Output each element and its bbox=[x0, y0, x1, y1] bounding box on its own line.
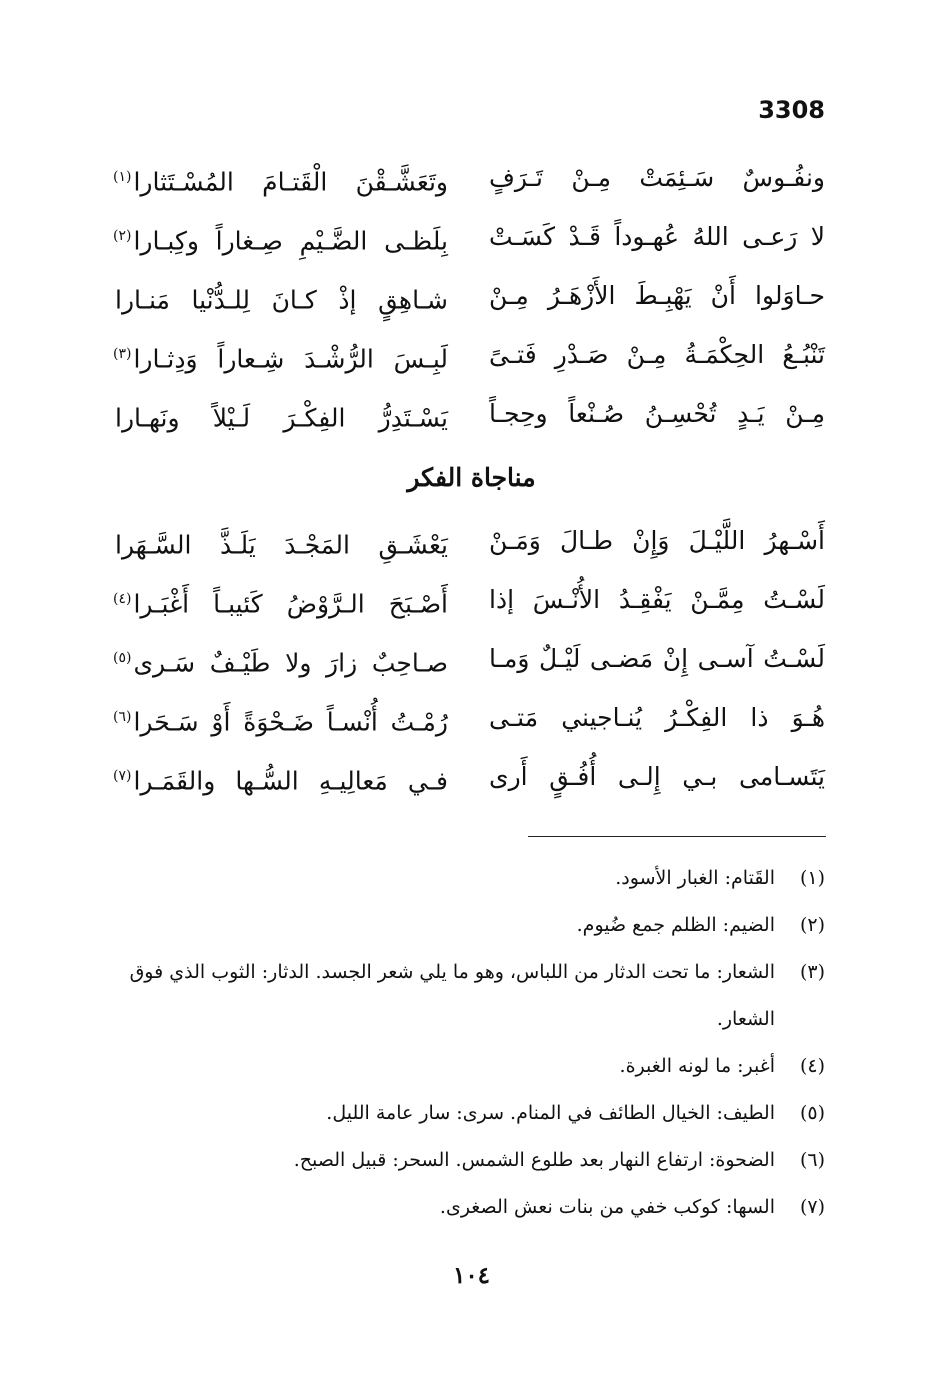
footnote bbox=[115, 1043, 825, 1090]
verse-second-hemistich bbox=[113, 266, 448, 325]
verse bbox=[0, 511, 943, 570]
hemistich-text: صـاحِبٌ زارَ ولا طَيْـفٌ سَـرى bbox=[133, 648, 448, 678]
footnote-marker: (٢) bbox=[113, 228, 132, 244]
verse-first-hemistich: لَسْـتُ آسـى إِنْ مَضـى لَيْـلٌ وَمـا bbox=[489, 644, 825, 673]
footnote bbox=[115, 902, 825, 949]
footnote bbox=[115, 855, 825, 902]
footnote-separator bbox=[528, 836, 826, 837]
verse-second-hemistich bbox=[113, 384, 448, 443]
footnote-number: (١) bbox=[799, 867, 825, 889]
verse bbox=[0, 747, 943, 806]
verse-first-hemistich: مِـنْ يَـدٍ تُحْسِـنُ صُـنْعاً وحِجـاً bbox=[489, 399, 825, 428]
footnote-marker: (١) bbox=[113, 169, 132, 185]
hemistich-text: وتَعَشَّـقْنَ الْقَتـامَ المُسْـتَثارا bbox=[133, 167, 448, 197]
verse bbox=[0, 266, 943, 325]
verse bbox=[0, 207, 943, 266]
poem-part-2 bbox=[0, 511, 943, 806]
verse-first-hemistich: هُـوَ ذا الفِكْـرُ يُنـاجيني مَتـى bbox=[489, 703, 825, 732]
verse bbox=[0, 384, 943, 443]
footnote-marker: (٤) bbox=[113, 591, 132, 607]
hemistich-text: شـاهِقٍ إذْ كـانَ لِلـدُّنْيا مَنـارا bbox=[115, 285, 448, 315]
footnote-number: (٥) bbox=[799, 1102, 825, 1124]
footnote-number: (٦) bbox=[799, 1149, 825, 1171]
footnote-number: (٣) bbox=[799, 961, 825, 983]
footnote-marker: (٧) bbox=[113, 768, 132, 784]
verse-first-hemistich: يَتَسـامى بـي إِلـى أُفُـقٍ أَرى bbox=[489, 762, 825, 791]
verse-second-hemistich bbox=[113, 148, 448, 207]
footnotes bbox=[115, 855, 825, 1231]
footnote bbox=[115, 949, 825, 1043]
verse-second-hemistich bbox=[113, 511, 448, 570]
hemistich-text: رُمْـتُ أُنْسـاً ضَـحْوَةً أَوْ سَـحَرا bbox=[133, 707, 448, 737]
verse-first-hemistich: حـاوَلوا أَنْ يَهْبِـطَ الأَزْهَـرُ مِـنْ bbox=[489, 281, 825, 310]
footnote bbox=[115, 1137, 825, 1184]
verse-first-hemistich: لَسْـتُ مِمَّـنْ يَفْقِـدُ الأُنْـسَ إذا bbox=[489, 585, 825, 614]
poem-part-1 bbox=[0, 148, 943, 443]
footnote-text: الشعار: ما تحت الدثار من اللباس، وهو ما يلي شعر الجسد. الدثار: الثوب الذي فوق الشعار. bbox=[129, 961, 775, 1030]
footnote-marker: (٣) bbox=[113, 346, 132, 362]
footnote-text: أغبر: ما لونه الغبرة. bbox=[619, 1055, 775, 1077]
verse-second-hemistich bbox=[113, 325, 448, 384]
footnote-text: الضحوة: ارتفاع النهار بعد طلوع الشمس. السحر: قبيل الصبح. bbox=[293, 1149, 775, 1171]
verse-first-hemistich: ونفُـوسٌ سَـئِمَتْ مِـنْ تَـرَفٍ bbox=[489, 163, 825, 192]
footnote bbox=[115, 1090, 825, 1137]
page-id: 3308 bbox=[758, 96, 825, 124]
verse-second-hemistich bbox=[113, 629, 448, 688]
footnote-number: (٧) bbox=[799, 1196, 825, 1218]
hemistich-text: بِلَظـى الضَّـيْمِ صِـغاراً وكِبـارا bbox=[133, 226, 448, 256]
footnote-text: الطيف: الخيال الطائف في المنام. سرى: سار عامة الليل. bbox=[326, 1102, 775, 1124]
hemistich-text: لَبِـسَ الرُّشْـدَ شِـعاراً وَدِثـارا bbox=[133, 344, 448, 374]
verse-second-hemistich bbox=[113, 747, 448, 806]
page-number: ١٠٤ bbox=[452, 1262, 491, 1289]
verse-first-hemistich: لا رَعـى اللهُ عُهـوداً قَـدْ كَسَـتْ bbox=[489, 222, 825, 251]
verse bbox=[0, 148, 943, 207]
verse-second-hemistich bbox=[113, 688, 448, 747]
verse bbox=[0, 570, 943, 629]
verse-first-hemistich: أَسْـهرُ اللَّيْـلَ وَإِنْ طـالَ وَمَـنْ bbox=[489, 526, 825, 555]
hemistich-text: فـي مَعالِيـهِ السُّـها والقَمَـرا bbox=[133, 766, 448, 796]
footnote-number: (٢) bbox=[799, 914, 825, 936]
section-title: مناجاة الفكر bbox=[407, 463, 536, 492]
verse-second-hemistich bbox=[113, 207, 448, 266]
verse-second-hemistich bbox=[113, 570, 448, 629]
footnote-text: الضيم: الظلم جمع ضُيوم. bbox=[576, 914, 775, 936]
footnote bbox=[115, 1184, 825, 1231]
footnote-number: (٤) bbox=[799, 1055, 825, 1077]
verse bbox=[0, 629, 943, 688]
hemistich-text: يَعْشَـقِ المَجْـدَ يَلَـذَّ السَّـهَرا bbox=[115, 530, 448, 560]
footnote-text: السها: كوكب خفي من بنات نعش الصغرى. bbox=[439, 1196, 775, 1218]
verse bbox=[0, 325, 943, 384]
footnote-marker: (٥) bbox=[113, 650, 132, 666]
footnote-text: القَتام: الغبار الأسود. bbox=[615, 867, 775, 889]
footnote-marker: (٦) bbox=[113, 709, 132, 725]
hemistich-text: يَسْـتَدِرُّ الفِكْـرَ لَـيْلاً ونَهـارا bbox=[115, 403, 448, 433]
verse-first-hemistich: تَنْبُـعُ الحِكْمَـةُ مِـنْ صَـدْرِ فَتـىً bbox=[489, 340, 825, 369]
verse bbox=[0, 688, 943, 747]
hemistich-text: أَصْـبَحَ الـرَّوْضُ كَئيبـاً أَغْبَـرا bbox=[133, 589, 448, 619]
